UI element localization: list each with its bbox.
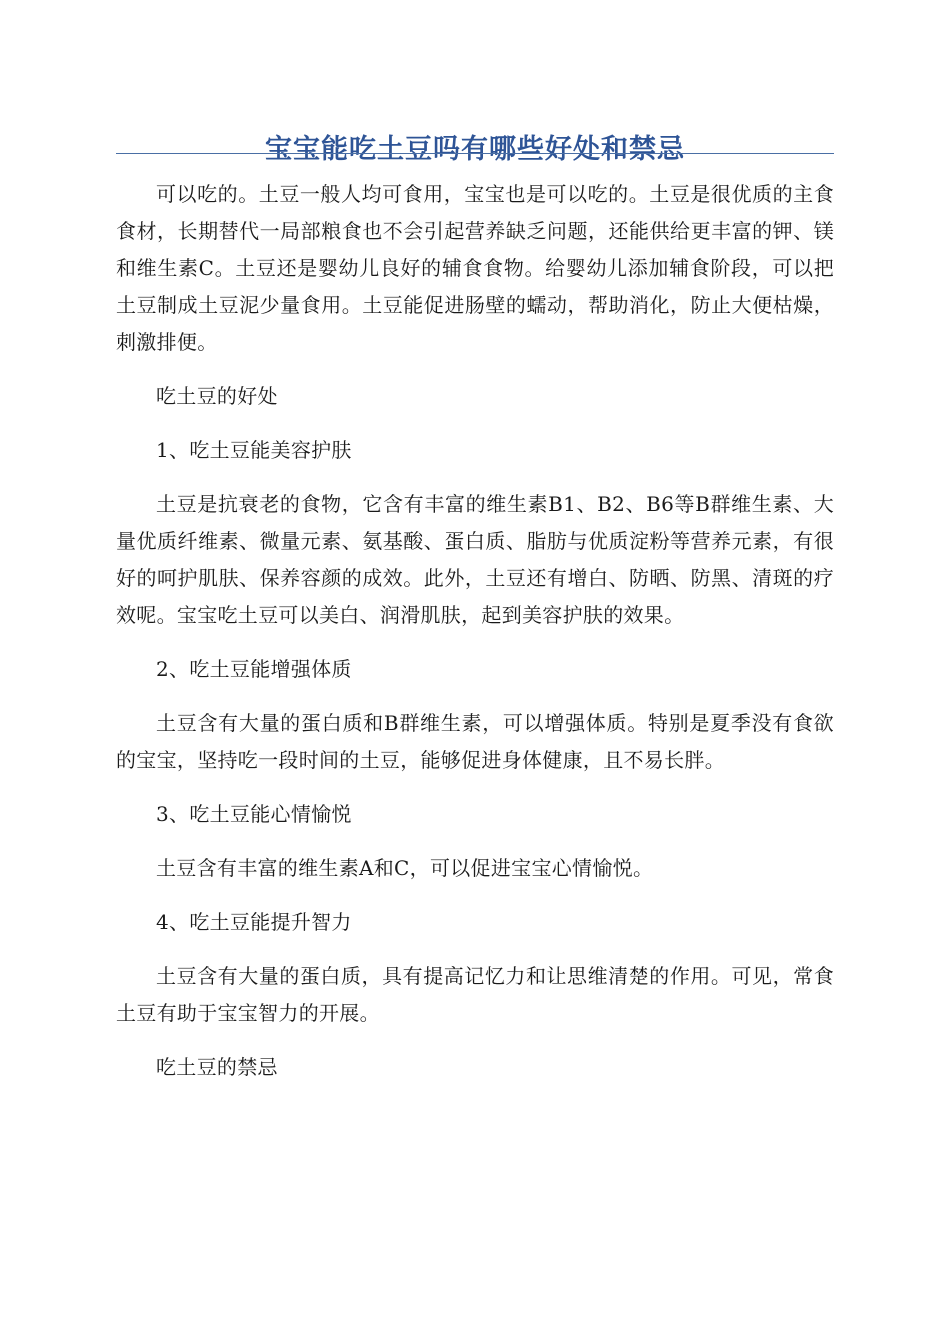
document-title: 宝宝能吃土豆吗有哪些好处和禁忌: [265, 134, 685, 166]
paragraph-benefit-3: 土豆含有丰富的维生素A和C，可以促进宝宝心情愉悦。: [156, 856, 654, 880]
benefit-heading-2: 2、吃土豆能增强体质: [156, 657, 352, 681]
paragraph-intro: 可以吃的。土豆一般人均可食用，宝宝也是可以吃的。土豆是很优质的主食食材，长期替代一局部粮食也不会引起营养缺乏问题，还能供给更丰富的钾、镁和维生素C。土豆还是婴幼儿良好的辅食食物。给婴幼儿添加辅食阶段，可以把土豆制成土豆泥少量食用。土豆能促进肠壁的蠕动，帮助消化，防止大便枯燥，刺激排便。: [116, 182, 834, 354]
document-body: [116, 176, 834, 1103]
benefit-heading-4: 4、吃土豆能提升智力: [156, 910, 352, 934]
benefit-heading-1: 1、吃土豆能美容护肤: [156, 438, 352, 462]
title-underline: [116, 153, 834, 154]
section-heading-benefits: 吃土豆的好处: [156, 384, 278, 408]
benefit-heading-3: 3、吃土豆能心情愉悦: [156, 802, 352, 826]
section-heading-taboos: 吃土豆的禁忌: [156, 1055, 278, 1079]
paragraph-benefit-4: 土豆含有大量的蛋白质，具有提高记忆力和让思维清楚的作用。可见，常食土豆有助于宝宝智力的开展。: [116, 964, 834, 1025]
paragraph-benefit-2: 土豆含有大量的蛋白质和B群维生素，可以增强体质。特别是夏季没有食欲的宝宝，坚持吃一段时间的土豆，能够促进身体健康，且不易长胖。: [116, 711, 834, 772]
paragraph-benefit-1: 土豆是抗衰老的食物，它含有丰富的维生素B1、B2、B6等B群维生素、大量优质纤维素、微量元素、氨基酸、蛋白质、脂肪与优质淀粉等营养元素，有很好的呵护肌肤、保养容颜的成效。此外，土豆还有增白、防晒、防黑、清斑的疗效呢。宝宝吃土豆可以美白、润滑肌肤，起到美容护肤的效果。: [116, 492, 834, 627]
